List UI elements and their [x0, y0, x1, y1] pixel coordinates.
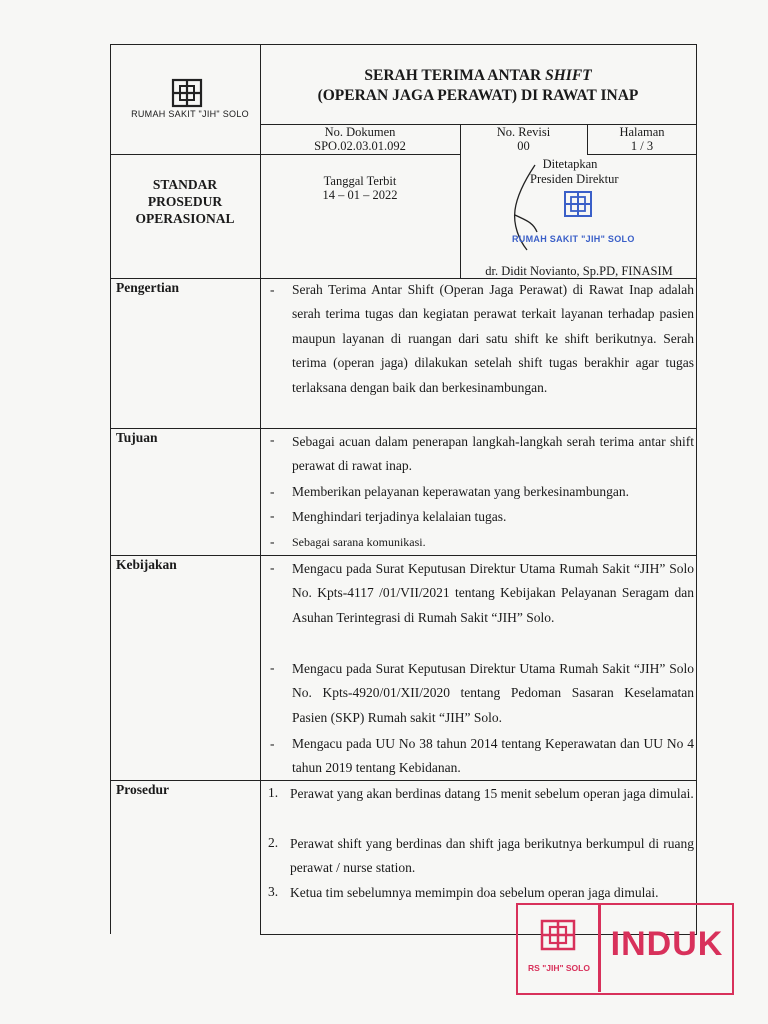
step-number-1: 1.	[268, 785, 279, 800]
bullet-dash: -	[270, 560, 275, 575]
induk-stamp-logo-icon	[540, 919, 576, 951]
doc-number-value: SPO.02.03.01.092	[314, 139, 406, 153]
title-line1: SERAH TERIMA ANTAR	[364, 67, 542, 84]
signature-mark	[505, 160, 555, 260]
section-label-tujuan: Tujuan	[116, 430, 158, 445]
bullet-dash: -	[270, 660, 275, 675]
section-label-prosedur: Prosedur	[116, 782, 169, 797]
tujuan-item-2: Memberikan pelayanan keperawatan yang berkesinambungan.	[292, 484, 629, 499]
approved-label: Ditetapkan	[542, 157, 598, 171]
page-label: Halaman	[619, 125, 665, 139]
step-number-3: 3.	[268, 884, 279, 899]
issued-value: 14 – 01 – 2022	[322, 188, 398, 202]
induk-stamp	[516, 903, 734, 995]
doc-number-label: No. Dokumen	[324, 125, 396, 139]
bullet-dash: -	[270, 282, 275, 297]
section-label-kebijakan: Kebijakan	[116, 557, 177, 572]
blue-stamp-icon	[563, 190, 593, 218]
induk-stamp-label: INDUK	[610, 925, 724, 963]
sop-line2: PROSEDUR	[147, 194, 223, 209]
page-value: 1 / 3	[630, 139, 654, 153]
revision-value: 00	[517, 139, 530, 153]
blue-stamp-text: RUMAH SAKIT "JIH" SOLO	[512, 234, 635, 244]
bullet-dash: -	[270, 508, 275, 523]
sop-line1: STANDAR	[152, 177, 218, 192]
induk-stamp-org: RS "JIH" SOLO	[528, 963, 590, 973]
document-title	[262, 66, 694, 106]
sop-heading	[112, 176, 258, 227]
approved-title: Presiden Direktur	[530, 172, 619, 186]
prosedur-step-1: Perawat yang akan berdinas datang 15 menit sebelum operan jaga dimulai.	[290, 786, 694, 801]
kebijakan-item-3: Mengacu pada UU No 38 tahun 2014 tentang Keperawatan dan UU No 4 tahun 2019 tentang Kebidanan.	[292, 736, 694, 776]
bullet-dash: -	[270, 534, 275, 549]
bullet-dash: -	[270, 484, 275, 499]
tujuan-item-4: Sebagai sarana komunikasi.	[292, 535, 426, 549]
bullet-dash: -	[270, 432, 275, 447]
prosedur-step-2: Perawat shift yang berdinas dan shift jaga berikutnya berkumpul di ruang perawat / nurse station.	[290, 836, 694, 876]
section-label-pengertian: Pengertian	[116, 280, 179, 295]
title-line2: (OPERAN JAGA PERAWAT) DI RAWAT INAP	[317, 87, 639, 104]
tujuan-item-1: Sebagai acuan dalam penerapan langkah-langkah serah terima antar shift perawat di rawat inap.	[292, 434, 694, 474]
step-number-2: 2.	[268, 835, 279, 850]
hospital-name: RUMAH SAKIT "JIH" SOLO	[131, 109, 249, 119]
hospital-logo	[171, 78, 203, 108]
pengertian-text: Serah Terima Antar Shift (Operan Jaga Perawat) di Rawat Inap adalah serah terima tugas dan kegiatan perawat terkait layanan terhadap pasien maupun layanan di ruangan dari satu shift ke shift berikutnya. Serah terima (operan jaga) dilakukan setelah shift tugas berakhir agar tugas terlaksana dengan baik dan berkesinambungan.	[292, 282, 694, 395]
prosedur-step-3: Ketua tim sebelumnya memimpin doa sebelum operan jaga dimulai.	[290, 885, 659, 900]
tujuan-item-3: Menghindari terjadinya kelalaian tugas.	[292, 509, 507, 524]
revision-label: No. Revisi	[496, 125, 551, 139]
bullet-dash: -	[270, 736, 275, 751]
sop-line3: OPERASIONAL	[135, 211, 235, 226]
kebijakan-item-2: Mengacu pada Surat Keputusan Direktur Utama Rumah Sakit “JIH” Solo No. Kpts-4920/01/XII/2020 tentang Pedoman Sasaran Keselamatan Pasien (SKP) Rumah sakit “JIH” Solo.	[292, 661, 694, 725]
title-line1-italic: SHIFT	[545, 67, 592, 84]
kebijakan-item-1: Mengacu pada Surat Keputusan Direktur Utama Rumah Sakit “JIH” Solo No. Kpts-4117 /01/VII/2021 tentang Kebijakan Pelayanan Seragam dan Asuhan Terintegrasi di Rumah Sakit “JIH” Solo.	[292, 561, 694, 625]
issued-label: Tanggal Terbit	[323, 174, 397, 188]
signer-name: dr. Didit Novianto, Sp.PD, FINASIM	[485, 264, 673, 278]
hospital-logo-icon	[171, 78, 203, 108]
